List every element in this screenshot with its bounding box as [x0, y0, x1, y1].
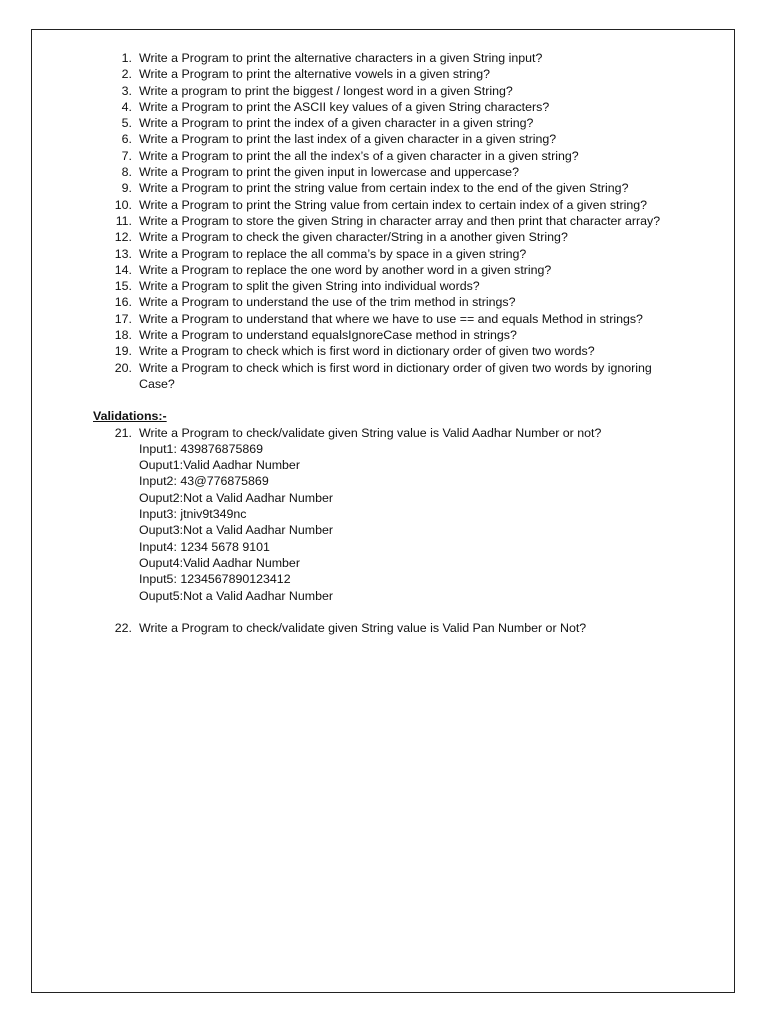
list-item-text: Write a Program to print the last index of a given character in a given string?	[139, 132, 557, 147]
list-item-text: Write a Program to print the alternative vowels in a given string?	[139, 67, 491, 82]
list-item	[0, 620, 768, 636]
list-item-number: 8.	[121, 165, 132, 180]
list-item-text: Write a Program to print the all the index’s of a given character in a given string?	[139, 148, 579, 163]
list-item-number: 16.	[114, 295, 132, 310]
list-item	[0, 294, 768, 310]
sample-io-block	[0, 441, 768, 604]
sample-io-line: Input2: 43@776875869	[139, 474, 269, 489]
list-item	[0, 327, 768, 343]
list-item	[0, 311, 768, 327]
list-item-number: 7.	[121, 148, 132, 163]
list-item	[0, 278, 768, 294]
list-item-text: Write a Program to understand that where we have to use == and equals Method in strings?	[139, 311, 643, 326]
list-item	[0, 50, 768, 66]
list-item-number: 15.	[114, 279, 132, 294]
list-item-number: 14.	[114, 262, 132, 277]
list-item-text: Write a Program to print the string value from certain index to the end of the given String?	[139, 181, 629, 196]
list-item-number: 3.	[121, 83, 132, 98]
sample-io-line: Input1: 439876875869	[139, 441, 264, 456]
list-item	[0, 180, 768, 196]
list-item-number: 10.	[114, 197, 132, 212]
sample-io-line: Ouput2:Not a Valid Aadhar Number	[139, 490, 334, 505]
validation-list-2	[0, 620, 768, 636]
list-item	[0, 131, 768, 147]
list-item-number: 1.	[121, 51, 132, 65]
list-item-text: Write a Program to print the alternative characters in a given String input?	[139, 51, 543, 65]
list-item	[0, 164, 768, 180]
question-list	[0, 50, 768, 392]
list-item	[0, 229, 768, 245]
list-item-text: Write a Program to print the given input in lowercase and uppercase?	[139, 165, 519, 180]
list-item	[0, 83, 768, 99]
sample-io-line: Ouput5:Not a Valid Aadhar Number	[139, 588, 334, 603]
list-item-text: Write a Program to split the given String into individual words?	[139, 279, 480, 294]
document-content	[0, 50, 768, 636]
sample-io-line: Ouput4:Valid Aadhar Number	[139, 555, 300, 570]
list-item-number: 5.	[121, 116, 132, 131]
list-item-number: 20.	[114, 360, 132, 375]
list-item-text: Write a Program to understand equalsIgnoreCase method in strings?	[139, 328, 517, 343]
list-item	[0, 148, 768, 164]
list-item	[0, 115, 768, 131]
list-item-text: Write a Program to store the given String in character array and then print that character array?	[139, 213, 661, 228]
list-item	[0, 360, 768, 393]
list-item-text: Write a Program to understand the use of the trim method in strings?	[139, 295, 516, 310]
list-item-text: Write a Program to print the String value from certain index to certain index of a given string?	[139, 197, 648, 212]
list-item-text: Write a Program to check/validate given String value is Valid Pan Number or Not?	[139, 620, 587, 635]
list-item-number: 11.	[115, 213, 132, 228]
sample-io-line: Ouput1:Valid Aadhar Number	[139, 458, 300, 473]
list-item	[0, 197, 768, 213]
sample-io-line: Input5: 1234567890123412	[139, 572, 291, 587]
list-item-number: 13.	[114, 246, 132, 261]
list-item-text: Write a Program to check/validate given String value is Valid Aadhar Number or not?	[139, 425, 602, 440]
list-item-text: Write a Program to check which is first word in dictionary order of given two words?	[139, 344, 595, 359]
list-item-text: Write a Program to print the ASCII key values of a given String characters?	[139, 99, 550, 114]
validations-heading: Validations:-	[93, 409, 167, 424]
list-item	[0, 246, 768, 262]
list-item-number: 2.	[121, 67, 132, 82]
list-item	[0, 343, 768, 359]
sample-io-line: Input3: jtniv9t349nc	[139, 507, 247, 522]
list-item-number: 6.	[121, 132, 132, 147]
list-item-text: Write a Program to replace the all comma’s by space in a given string?	[139, 246, 527, 261]
sample-io-line: Input4: 1234 5678 9101	[139, 539, 270, 554]
list-item-number: 17.	[114, 311, 132, 326]
list-item	[0, 66, 768, 82]
sample-io-line: Ouput3:Not a Valid Aadhar Number	[139, 523, 334, 538]
list-item-number: 12.	[114, 230, 132, 245]
list-item-text: Write a Program to check which is first word in dictionary order of given two words by ignoring Case?	[139, 360, 652, 391]
list-item-text: Write a Program to print the index of a given character in a given string?	[139, 116, 534, 131]
list-item-text: Write a program to print the biggest / longest word in a given String?	[139, 83, 513, 98]
list-item-number: 19.	[114, 344, 132, 359]
spacer	[0, 604, 768, 620]
validation-list	[0, 425, 768, 441]
list-item-number: 4.	[121, 99, 132, 114]
list-item-number: 22.	[114, 620, 132, 635]
list-item	[0, 213, 768, 229]
list-item	[0, 262, 768, 278]
list-item	[0, 99, 768, 115]
list-item	[0, 425, 768, 441]
list-item-number: 18.	[114, 328, 132, 343]
list-item-number: 21.	[114, 425, 132, 440]
list-item-text: Write a Program to replace the one word by another word in a given string?	[139, 262, 552, 277]
list-item-number: 9.	[121, 181, 132, 196]
list-item-text: Write a Program to check the given character/String in a another given String?	[139, 230, 568, 245]
